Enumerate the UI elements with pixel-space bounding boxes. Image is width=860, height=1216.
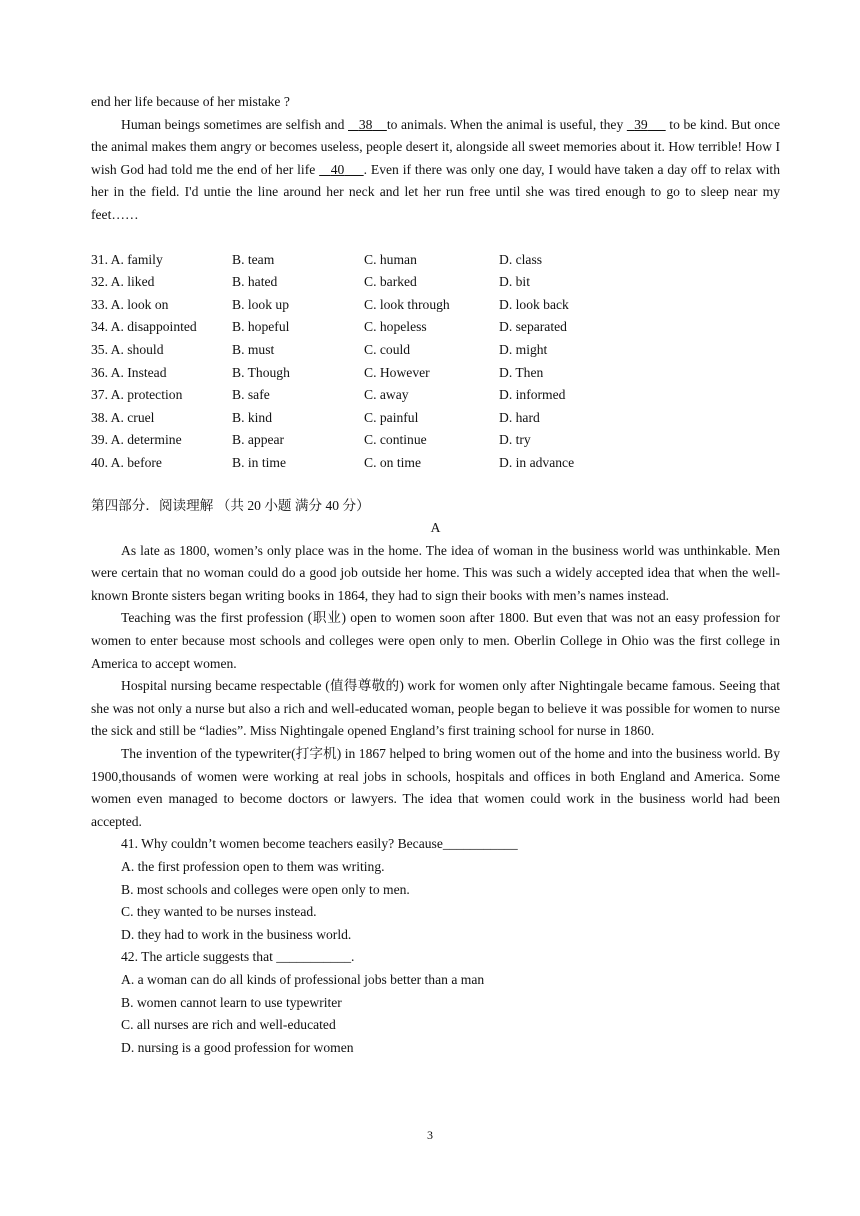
option-cell: D. try bbox=[499, 432, 531, 448]
option-row bbox=[91, 362, 649, 385]
cloze-text-2: to animals. When the animal is useful, they bbox=[386, 116, 627, 132]
option-cell: C. painful bbox=[364, 409, 419, 425]
cloze-paragraph bbox=[91, 114, 780, 227]
section-title: 第四部分．阅读理解 （共 20 小题 满分 40 分） bbox=[91, 497, 370, 513]
option-cell: D. separated bbox=[499, 319, 567, 335]
option-row bbox=[91, 271, 649, 294]
option-row bbox=[91, 384, 649, 407]
option-row bbox=[91, 249, 649, 272]
blank-38: 38 bbox=[358, 116, 373, 132]
intro-line: end her life because of her mistake ? bbox=[91, 94, 290, 109]
option-cell: C. look through bbox=[364, 296, 450, 312]
question-41-choice-d: D. they had to work in the business world. bbox=[121, 926, 352, 942]
option-cell: 37. A. protection bbox=[91, 387, 183, 403]
option-cell: 31. A. family bbox=[91, 251, 163, 267]
options-table bbox=[91, 249, 649, 475]
option-cell: D. informed bbox=[499, 387, 566, 403]
option-row bbox=[91, 294, 649, 317]
cloze-text-3: to be kind. But once the animal makes them angry or becomes useless, people desert it, alongside all sweet memories about it. How terrible! How I wish God had told me the end of her life bbox=[91, 116, 780, 177]
question-42-choice-d: D. nursing is a good profession for women bbox=[121, 1039, 354, 1055]
option-cell: D. hard bbox=[499, 409, 540, 425]
option-cell: B. Though bbox=[232, 364, 290, 380]
option-cell: D. in advance bbox=[499, 454, 575, 470]
passage-paragraph-3: Hospital nursing became respectable (值得尊敬的) work for women only after Nightingale became famous. Seeing that she was not only a nurse but also a rich and well-educated woman, people began to believe it was possible for women to nurse the sick and still be “ladies”. Miss Nightingale opened England’s first training school for nurse in 1860. bbox=[91, 678, 780, 739]
question-42-choice-c: C. all nurses are rich and well-educated bbox=[121, 1017, 336, 1033]
passage-paragraph-2: Teaching was the first profession (职业) open to women soon after 1800. But even that was not an easy profession for women to enter because most schools and colleges were open only to men. Oberlin College in Ohio was the first college in America to accept women. bbox=[91, 610, 780, 671]
cloze-text-1: Human beings sometimes are selfish and bbox=[121, 116, 348, 132]
document-page bbox=[91, 91, 780, 1059]
question-41-choice-c: C. they wanted to be nurses instead. bbox=[121, 904, 317, 920]
question-41-stem: 41. Why couldn’t women become teachers easily? Because___________ bbox=[121, 836, 518, 852]
option-cell: C. hopeless bbox=[364, 319, 427, 335]
option-cell: 39. A. determine bbox=[91, 432, 182, 448]
option-cell: B. in time bbox=[232, 454, 286, 470]
option-row bbox=[91, 429, 649, 452]
option-cell: C. However bbox=[364, 364, 430, 380]
option-cell: B. must bbox=[232, 341, 275, 357]
question-42-stem: 42. The article suggests that ___________. bbox=[121, 949, 355, 965]
option-cell: D. might bbox=[499, 341, 548, 357]
option-cell: 36. A. Instead bbox=[91, 364, 167, 380]
option-cell: 40. A. before bbox=[91, 454, 162, 470]
option-cell: C. away bbox=[364, 387, 409, 403]
option-cell: D. Then bbox=[499, 364, 544, 380]
option-cell: C. continue bbox=[364, 432, 427, 448]
option-cell: B. look up bbox=[232, 296, 290, 312]
blank-40: 40 bbox=[330, 161, 345, 177]
option-cell: B. hated bbox=[232, 274, 278, 290]
question-42-choice-a: A. a woman can do all kinds of professional jobs better than a man bbox=[121, 971, 485, 987]
option-cell: B. kind bbox=[232, 409, 273, 425]
option-cell: 33. A. look on bbox=[91, 296, 169, 312]
passage-paragraph-4: The invention of the typewriter(打字机) in 1867 helped to bring women out of the home and into the business world. By 1900,thousands of women were working at real jobs in schools, hospitals and offices in both England and America. Some women even managed to become doctors or lawyers. The idea that women could work in the business world had been accepted. bbox=[91, 746, 780, 829]
option-cell: B. safe bbox=[232, 387, 270, 403]
option-row bbox=[91, 407, 649, 430]
blank-39: 39 bbox=[634, 116, 648, 132]
option-cell: 38. A. cruel bbox=[91, 409, 155, 425]
option-cell: C. human bbox=[364, 251, 417, 267]
option-cell: B. team bbox=[232, 251, 275, 267]
option-cell: D. look back bbox=[499, 296, 569, 312]
option-cell: 32. A. liked bbox=[91, 274, 155, 290]
option-cell: D. bit bbox=[499, 274, 530, 290]
passage-paragraph-1: As late as 1800, women’s only place was in the home. The idea of woman in the business world was unthinkable. Men were certain that no woman could do a good job outside her home. This was such a widely accepted idea that when the well-known Bronte sisters began writing books in 1864, they had to sign their books with men’s names instead. bbox=[91, 542, 780, 603]
option-cell: 35. A. should bbox=[91, 341, 164, 357]
option-row bbox=[91, 452, 649, 475]
option-cell: C. on time bbox=[364, 454, 422, 470]
cloze-text-4: . Even if there was only one day, I would have taken a day off to relax with her in the field. I'd untie the line around her neck and let her run free until she was tired enough to go to sleep near my feet…… bbox=[91, 161, 780, 222]
option-cell: C. could bbox=[364, 341, 411, 357]
option-cell: B. hopeful bbox=[232, 319, 290, 335]
question-42-choice-b: B. women cannot learn to use typewriter bbox=[121, 994, 342, 1010]
option-row bbox=[91, 316, 649, 339]
option-cell: B. appear bbox=[232, 432, 285, 448]
option-cell: D. class bbox=[499, 251, 543, 267]
question-41-choice-b: B. most schools and colleges were open only to men. bbox=[121, 881, 410, 897]
page-number: 3 bbox=[427, 1128, 433, 1142]
passage-label: A bbox=[430, 520, 441, 536]
option-cell: C. barked bbox=[364, 274, 417, 290]
option-cell: 34. A. disappointed bbox=[91, 319, 197, 335]
option-row bbox=[91, 339, 649, 362]
question-41-choice-a: A. the first profession open to them was writing. bbox=[121, 859, 385, 874]
